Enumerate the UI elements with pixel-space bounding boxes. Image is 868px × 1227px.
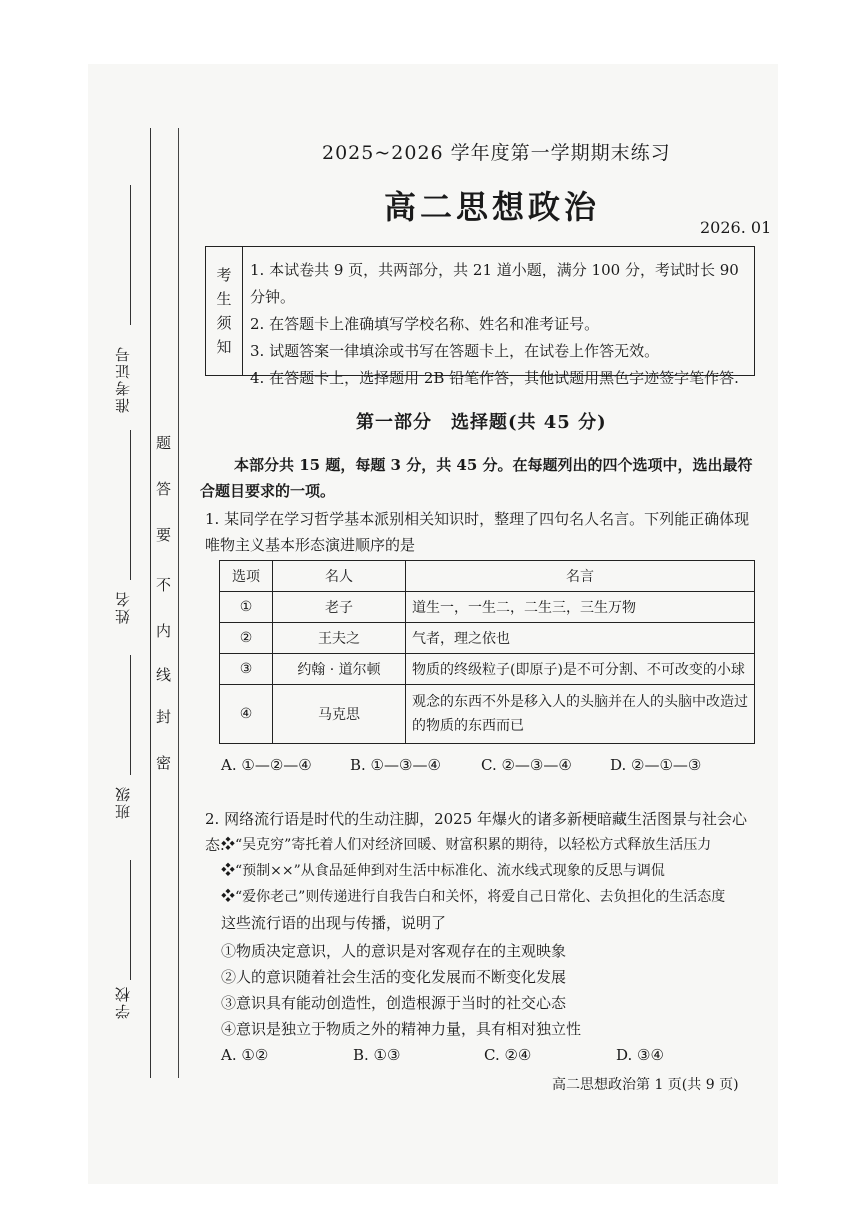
seal-char: 封 xyxy=(156,708,172,726)
exam-number-blank xyxy=(130,185,131,325)
candidate-notice-box xyxy=(205,246,755,387)
binding-border-line xyxy=(150,128,151,1078)
table-cell: ④ xyxy=(220,685,273,744)
table-header: 名人 xyxy=(273,561,406,592)
notice-item: 2. 在答题卡上准确填写学校名称、姓名和准考证号。 xyxy=(250,315,600,333)
exam-subtitle: 2025~2026 学年度第一学期期末练习 xyxy=(322,142,671,164)
table-row xyxy=(220,623,755,654)
class-blank xyxy=(130,655,131,775)
exam-title: 高二思想政治 xyxy=(384,188,601,226)
table-header: 名言 xyxy=(406,561,755,592)
section-title: 第一部分 选择题(共 45 分) xyxy=(356,412,607,433)
table-cell: ① xyxy=(220,592,273,623)
q2-statement: ④意识是独立于物质之外的精神力量，具有相对独立性 xyxy=(221,1020,582,1038)
table-cell: ② xyxy=(220,623,273,654)
q1-option-b: B. ①—③—④ xyxy=(350,756,441,774)
table-cell: 观念的东西不外是移入人的头脑并在人的头脑中改造过的物质的东西而已 xyxy=(406,685,755,744)
seal-char: 内 xyxy=(156,622,172,640)
question-1-stem: 1. 某同学在学习哲学基本派别相关知识时，整理了四句名人名言。下列能正确体现唯物主义基本形态演进顺序的是 xyxy=(205,510,750,554)
q1-option-d: D. ②—①—③ xyxy=(610,756,702,774)
notice-item: 4. 在答题卡上，选择题用 2B 铅笔作答，其他试题用黑色字迹签字笔作答. xyxy=(250,369,739,387)
class-label: 班级 xyxy=(114,785,132,819)
notice-item: 1. 本试卷共 9 页，共两部分，共 21 道小题，满分 100 分，考试时长 90 分钟。 xyxy=(250,261,739,306)
notice-label-char: 生 xyxy=(216,290,232,308)
quotes-table xyxy=(219,560,755,744)
name-label: 姓名 xyxy=(114,590,132,624)
q1-option-a: A. ①—②—④ xyxy=(221,756,312,774)
q2-option-a: A. ①② xyxy=(221,1046,269,1064)
seal-char: 线 xyxy=(156,666,172,684)
table-row xyxy=(220,592,755,623)
q2-statement: ①物质决定意识，人的意识是对客观存在的主观映象 xyxy=(221,942,567,960)
notice-label-char: 须 xyxy=(216,314,232,332)
table-cell: 老子 xyxy=(273,592,406,623)
table-cell: 马克思 xyxy=(273,685,406,744)
seal-char: 密 xyxy=(156,754,172,772)
question-2-stem: 2. 网络流行语是时代的生动注脚，2025 年爆火的诸多新梗暗藏生活图景与社会心态. xyxy=(205,810,748,854)
table-cell: 王夫之 xyxy=(273,623,406,654)
page-footer: 高二思想政治第 1 页(共 9 页) xyxy=(552,1077,739,1093)
seal-char: 答 xyxy=(156,480,172,498)
q1-option-c: C. ②—③—④ xyxy=(481,756,572,774)
notice-label-char: 知 xyxy=(216,338,232,356)
seal-line xyxy=(178,128,179,1078)
table-header-row xyxy=(220,561,755,592)
seal-char: 要 xyxy=(156,526,172,544)
q2-statement: ②人的意识随着社会生活的变化发展而不断变化发展 xyxy=(221,968,567,986)
school-blank xyxy=(130,860,131,980)
seal-char: 题 xyxy=(156,434,172,452)
table-cell: 物质的终级粒子(即原子)是不可分割、不可改变的小球 xyxy=(406,654,755,685)
q2-option-c: C. ②④ xyxy=(484,1046,532,1064)
name-blank xyxy=(130,430,131,580)
table-cell: 气者，理之依也 xyxy=(406,623,755,654)
notice-label xyxy=(206,247,243,375)
seal-char: 不 xyxy=(156,576,172,594)
q2-lead: 这些流行语的出现与传播，说明了 xyxy=(221,914,447,932)
q2-bullet: ❖“爱你老己”则传递进行自我告白和关怀，将爱自己日常化、去负担化的生活态度 xyxy=(221,889,726,905)
q2-bullet: ❖“预制××”从食品延伸到对生活中标准化、流水线式现象的反思与调侃 xyxy=(221,863,665,879)
notice-item: 3. 试题答案一律填涂或书写在答题卡上，在试卷上作答无效。 xyxy=(250,342,660,360)
q2-bullet: ❖“吴克穷”寄托着人们对经济回暖、财富积累的期待，以轻松方式释放生活压力 xyxy=(221,837,712,853)
table-cell: 道生一，一生二，二生三，三生万物 xyxy=(406,592,755,623)
table-cell: ③ xyxy=(220,654,273,685)
school-label: 学校 xyxy=(114,985,132,1019)
table-header: 选项 xyxy=(220,561,273,592)
exam-date: 2026. 01 xyxy=(700,218,772,237)
exam-number-label: 准考证号 xyxy=(114,345,132,413)
q2-statement: ③意识具有能动创造性，创造根源于当时的社交心态 xyxy=(221,994,567,1012)
notice-items xyxy=(250,257,754,392)
notice-label-char: 考 xyxy=(216,266,232,284)
q2-option-d: D. ③④ xyxy=(616,1046,664,1064)
table-cell: 约翰 · 道尔顿 xyxy=(273,654,406,685)
table-row xyxy=(220,654,755,685)
q2-option-b: B. ①③ xyxy=(353,1046,401,1064)
table-row xyxy=(220,685,755,744)
section-intro: 本部分共 15 题，每题 3 分，共 45 分。在每题列出的四个选项中，选出最符合题目要求的一项。 xyxy=(200,456,753,500)
